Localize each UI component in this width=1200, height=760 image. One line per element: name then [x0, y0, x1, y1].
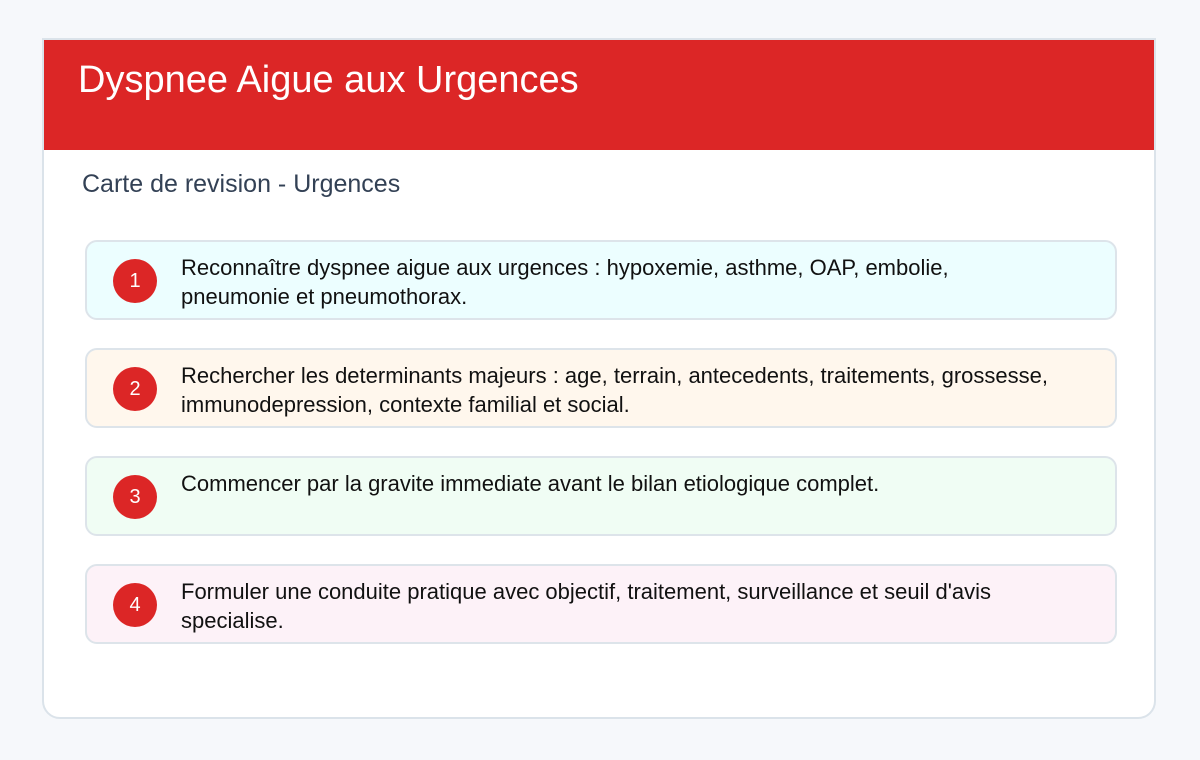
number-badge: 3 [113, 475, 157, 519]
list-item [85, 456, 1117, 536]
number-badge: 4 [113, 583, 157, 627]
card-header [42, 38, 1156, 150]
item-text: Reconnaître dyspnee aigue aux urgences : hypoxemie, asthme, OAP, embolie, pneumonie et pneumothorax. [181, 255, 949, 309]
number-badge: 2 [113, 367, 157, 411]
revision-card [42, 38, 1156, 719]
number-badge: 1 [113, 259, 157, 303]
item-text: Formuler une conduite pratique avec objectif, traitement, surveillance et seuil d'avis specialise. [181, 579, 992, 633]
list-item [85, 240, 1117, 320]
list-item [85, 348, 1117, 428]
page-title: Dyspnee Aigue aux Urgences [78, 59, 579, 101]
item-text: Commencer par la gravite immediate avant le bilan etiologique complet. [181, 471, 880, 496]
card-subtitle: Carte de revision - Urgences [82, 170, 401, 198]
list-item [85, 564, 1117, 644]
item-text: Rechercher les determinants majeurs : age, terrain, antecedents, traitements, grossesse, immunodepression, contexte familial et social. [181, 363, 1048, 417]
